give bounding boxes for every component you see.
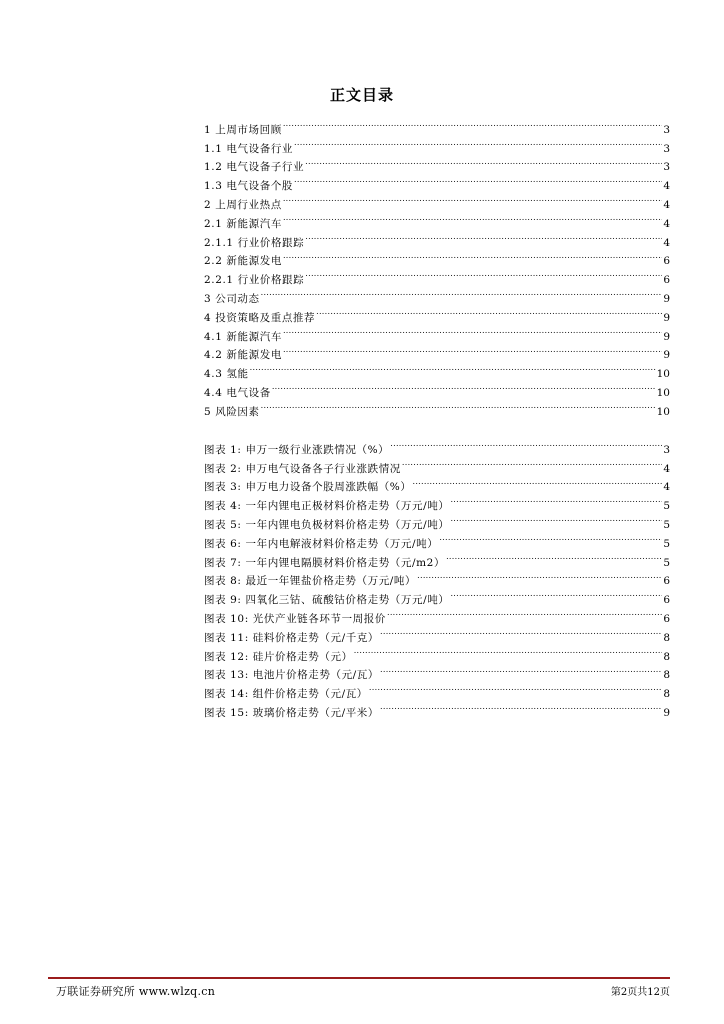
figure-entry-page: 6 — [663, 594, 670, 607]
dot-leader — [390, 434, 662, 453]
dot-leader — [305, 227, 662, 246]
dot-leader — [283, 321, 662, 340]
toc-entry-label: 1.1 电气设备行业 — [204, 142, 294, 155]
toc-entry-page: 9 — [663, 311, 670, 324]
figure-entry-label: 图表 6: 一年内电解液材料价格走势（万元/吨） — [204, 537, 439, 550]
toc-entry-label: 5 风险因素 — [204, 405, 260, 418]
toc-entry-page: 9 — [663, 292, 670, 305]
dot-leader — [417, 566, 662, 585]
dot-leader — [354, 641, 663, 660]
figure-entry-label: 图表 7: 一年内锂电隔膜材料价格走势（元/m2） — [204, 556, 446, 569]
figure-list — [204, 434, 670, 719]
figure-entry-page: 6 — [663, 612, 670, 625]
figure-entry-label: 图表 4: 一年内锂电正极材料价格走势（万元/吨） — [204, 500, 450, 513]
toc-entry-label: 1.2 电气设备子行业 — [204, 161, 305, 174]
figure-entry-label: 图表 2: 申万电气设备各子行业涨跌情况 — [204, 462, 401, 475]
dot-leader — [261, 396, 656, 415]
toc-entry-page: 6 — [663, 255, 670, 268]
figure-entry-label: 图表 12: 硅片价格走势（元） — [204, 650, 353, 663]
dot-leader — [305, 152, 662, 171]
toc-entry-page: 10 — [656, 368, 670, 381]
toc-entry-page: 4 — [663, 180, 670, 193]
toc-entry[interactable] — [204, 302, 670, 324]
figure-entry-label: 图表 15: 玻璃价格走势（元/平米） — [204, 706, 380, 719]
dot-leader — [261, 283, 663, 302]
figure-entry-label: 图表 11: 硅料价格走势（元/千克） — [204, 631, 380, 644]
dot-leader — [450, 584, 662, 603]
toc-entry-label: 2.2.1 行业价格跟踪 — [204, 274, 305, 287]
toc-entry-label: 2.1 新能源汽车 — [204, 217, 282, 230]
page-title: 正文目录 — [329, 86, 394, 104]
figure-entry-label: 图表 14: 组件价格走势（元/瓦） — [204, 688, 368, 701]
figure-entry-page: 8 — [663, 669, 670, 682]
toc-entry-label: 4.4 电气设备 — [204, 386, 271, 399]
toc-entry-label: 1 上周市场回顾 — [204, 123, 282, 136]
toc-entry-page: 4 — [663, 236, 670, 249]
dot-leader — [369, 678, 662, 697]
figure-entry-page: 8 — [663, 650, 670, 663]
figure-entry[interactable] — [204, 434, 670, 456]
dot-leader — [294, 133, 662, 152]
figure-entry-label: 图表 3: 申万电力设备个股周涨跌幅（%） — [204, 481, 412, 494]
toc-entry-label: 4 投资策略及重点推荐 — [204, 311, 316, 324]
figure-entry-page: 9 — [663, 706, 670, 719]
toc-entry-page: 9 — [663, 330, 670, 343]
toc-entry-page: 6 — [663, 274, 670, 287]
toc-entry-label: 4.2 新能源发电 — [204, 349, 282, 362]
dot-leader — [250, 358, 656, 377]
toc-entry-page: 3 — [663, 142, 670, 155]
figure-entry-page: 5 — [663, 556, 670, 569]
toc-entry-page: 10 — [656, 405, 670, 418]
toc-entry-label: 4.3 氢能 — [204, 368, 249, 381]
toc-entry[interactable] — [204, 377, 670, 399]
dot-leader — [380, 697, 662, 716]
dot-leader — [272, 377, 656, 396]
figure-entry-label: 图表 5: 一年内锂电负极材料价格走势（万元/吨） — [204, 518, 450, 531]
toc-entry-page: 10 — [656, 386, 670, 399]
figure-entry-page: 4 — [663, 481, 670, 494]
dot-leader — [316, 302, 662, 321]
toc-entry-page: 4 — [663, 198, 670, 211]
toc-entry[interactable] — [204, 358, 670, 381]
toc-entry-label: 4.1 新能源汽车 — [204, 330, 282, 343]
dot-leader — [380, 622, 662, 641]
figure-entry-label: 图表 13: 电池片价格走势（元/瓦） — [204, 669, 380, 682]
figure-entry-page: 4 — [663, 462, 670, 475]
toc-entry-page: 3 — [663, 161, 670, 174]
figure-entry-page: 6 — [663, 575, 670, 588]
toc-entry-label: 2.2 新能源发电 — [204, 255, 282, 268]
figure-entry-label: 图表 1: 申万一级行业涨跌情况（%） — [204, 443, 390, 456]
dot-leader — [450, 490, 662, 509]
toc-entry-label: 2.1.1 行业价格跟踪 — [204, 236, 305, 249]
dot-leader — [450, 509, 662, 528]
figure-entry-label: 图表 10: 光伏产业链各环节一周报价 — [204, 612, 386, 625]
toc-entry[interactable] — [204, 283, 670, 305]
footer-divider — [48, 977, 670, 979]
dot-leader — [387, 603, 662, 622]
toc-entry-page: 4 — [663, 217, 670, 230]
toc-entry[interactable] — [204, 114, 670, 136]
toc-entry-page: 3 — [663, 123, 670, 136]
dot-leader — [283, 246, 662, 265]
figure-entry-label: 图表 8: 最近一年锂盐价格走势（万元/吨） — [204, 575, 417, 588]
dot-leader — [283, 340, 662, 359]
figure-entry-page: 8 — [663, 631, 670, 644]
toc-entry[interactable] — [204, 396, 670, 418]
dot-leader — [283, 189, 662, 208]
figure-entry-page: 5 — [663, 518, 670, 531]
figure-entry-page: 5 — [663, 537, 670, 550]
figure-entry-label: 图表 9: 四氧化三钴、硫酸钴价格走势（万元/吨） — [204, 594, 450, 607]
figure-entry-page: 3 — [663, 443, 670, 456]
dot-leader — [294, 170, 662, 189]
footer-page-number: 第2页共12页 — [610, 987, 670, 998]
dot-leader — [380, 660, 662, 679]
footer-source: 万联证券研究所 www.wlzq.cn — [56, 985, 216, 998]
dot-leader — [283, 114, 662, 133]
dot-leader — [446, 547, 662, 566]
dot-leader — [439, 528, 662, 547]
dot-leader — [283, 208, 662, 227]
figure-entry-page: 8 — [663, 688, 670, 701]
table-of-contents — [204, 114, 670, 418]
toc-entry-label: 1.3 电气设备个股 — [204, 180, 294, 193]
toc-entry-label: 3 公司动态 — [204, 292, 260, 305]
toc-entry-page: 9 — [663, 349, 670, 362]
dot-leader — [402, 453, 662, 472]
dot-leader — [412, 472, 662, 491]
figure-entry-page: 5 — [663, 500, 670, 513]
dot-leader — [305, 264, 662, 283]
toc-entry-label: 2 上周行业热点 — [204, 198, 282, 211]
